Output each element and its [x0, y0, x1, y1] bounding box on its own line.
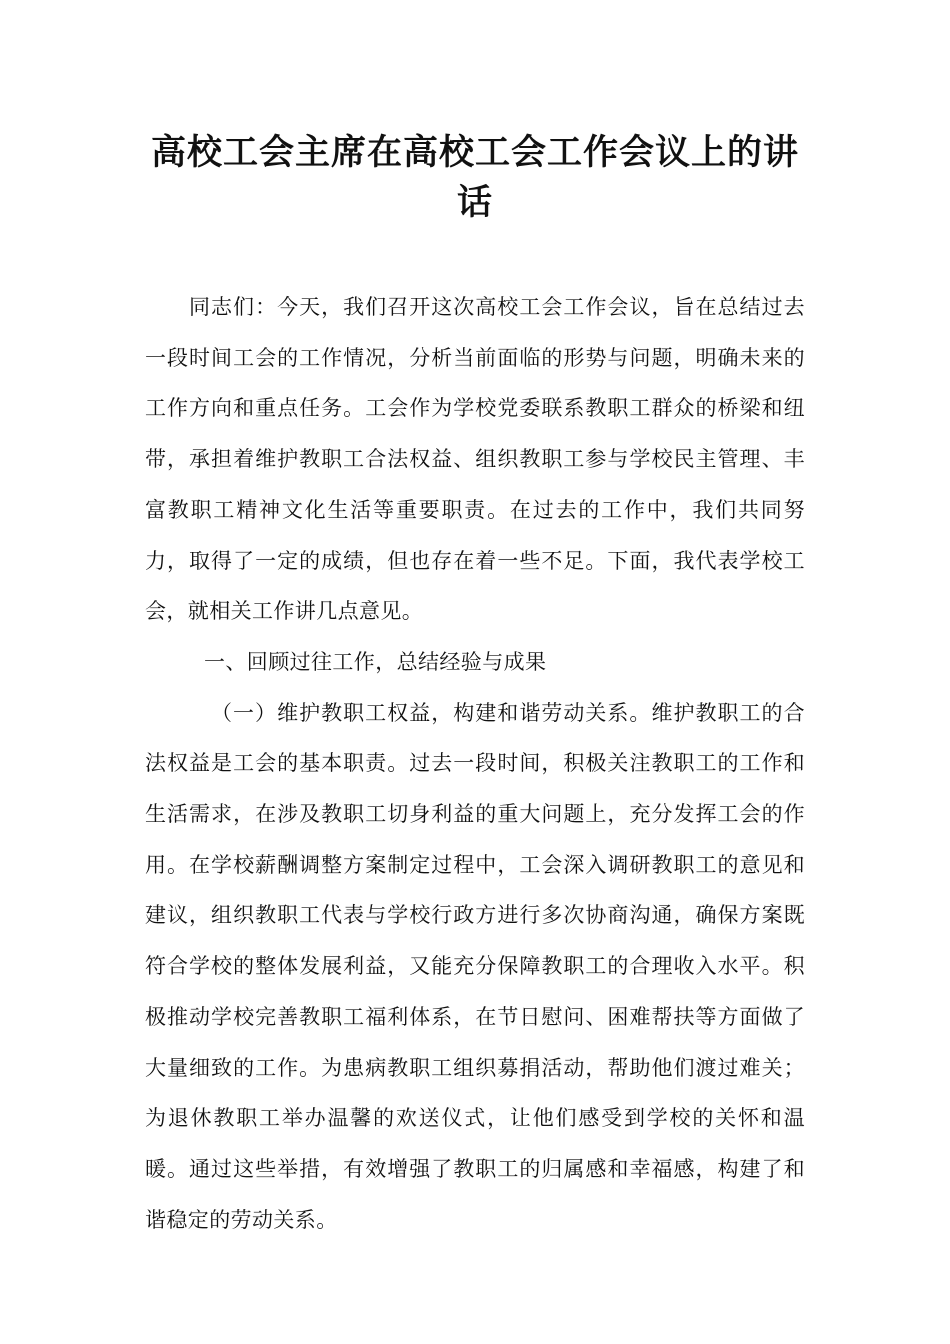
document-body — [145, 282, 805, 1245]
document-title: 高校工会主席在高校工会工作会议上的讲话 — [150, 133, 799, 223]
section-heading: 一、回顾过往工作，总结经验与成果 — [204, 649, 547, 674]
subsection-paragraph: （一）维护教职工权益，构建和谐劳动关系。维护教职工的合法权益是工会的基本职责。过去一段时间，积极关注教职工的工作和生活需求，在涉及教职工切身利益的重大问题上，充分发挥工会的作用。在学校薪酬调整方案制定过程中，工会深入调研教职工的意见和建议，组织教职工代表与学校行政方进行多次协商沟通，确保方案既符合学校的整体发展利益，又能充分保障教职工的合理收入水平。积极推动学校完善教职工福利体系，在节日慰问、困难帮扶等方面做了大量细致的工作。为患病教职工组织募捐活动，帮助他们渡过难关；为退休教职工举办温馨的欢送仪式，让他们感受到学校的关怀和温暖。通过这些举措，有效增强了教职工的归属感和幸福感，构建了和谐稳定的劳动关系。 — [145, 700, 805, 1232]
opening-paragraph: 同志们：今天，我们召开这次高校工会工作会议，旨在总结过去一段时间工会的工作情况，分析当前面临的形势与问题，明确未来的工作方向和重点任务。工会作为学校党委联系教职工群众的桥梁和纽带，承担着维护教职工合法权益、组织教职工参与学校民主管理、丰富教职工精神文化生活等重要职责。在过去的工作中，我们共同努力，取得了一定的成绩，但也存在着一些不足。下面，我代表学校工会，就相关工作讲几点意见。 — [145, 295, 805, 624]
